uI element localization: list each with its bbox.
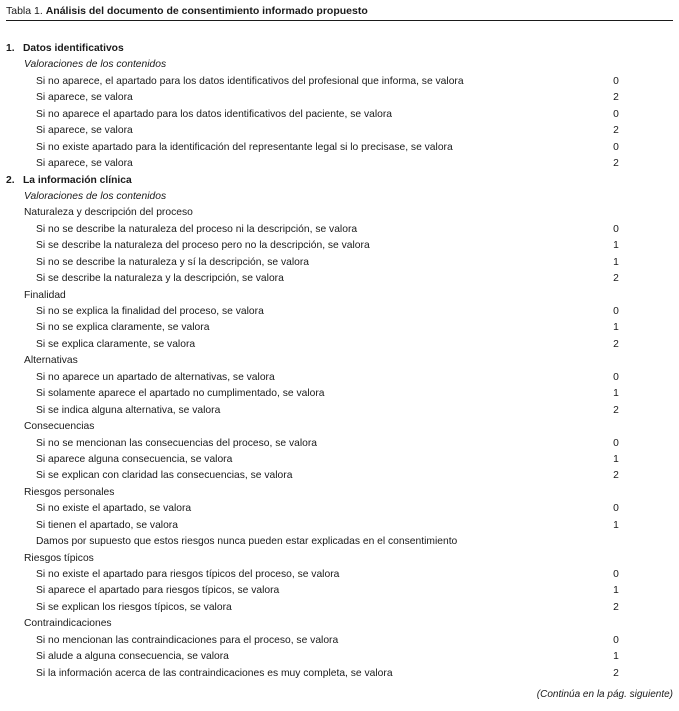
score-value: 1 — [613, 453, 619, 465]
category-row — [0, 551, 679, 567]
table-body — [0, 41, 679, 682]
category-text: Riesgos personales — [24, 486, 115, 498]
subhead-text: Valoraciones de los contenidos — [24, 190, 167, 202]
category-row — [0, 205, 679, 221]
score-value: 0 — [613, 223, 619, 235]
section-row — [0, 173, 679, 189]
section-heading — [6, 41, 124, 57]
table-row — [0, 600, 679, 616]
score-value: 2 — [613, 273, 619, 285]
table-row — [0, 468, 679, 484]
criterion-text: Si se explican con claridad las consecuencias, se valora — [36, 470, 293, 482]
score-value: 0 — [613, 371, 619, 383]
criterion-text: Si no existe apartado para la identificación del representante legal si lo precisase, se valora — [36, 141, 453, 153]
section-heading — [6, 173, 132, 189]
score-value: 1 — [613, 651, 619, 663]
table-row — [0, 452, 679, 468]
score-value: 2 — [613, 667, 619, 679]
criterion-text: Si no existe el apartado, se valora — [36, 503, 192, 515]
table-row — [0, 403, 679, 419]
criterion-text: Si aparece alguna consecuencia, se valora — [36, 453, 233, 465]
score-value: 0 — [613, 503, 619, 515]
category-row — [0, 485, 679, 501]
table-row — [0, 255, 679, 271]
category-text: Contraindicaciones — [24, 618, 112, 630]
criterion-text: Si tienen el apartado, se valora — [36, 519, 178, 531]
table-row — [0, 74, 679, 90]
criterion-text: Si se explican los riesgos típicos, se valora — [36, 601, 232, 613]
criterion-text: Si no se describe la naturaleza y sí la descripción, se valora — [36, 256, 310, 268]
criterion-text: Si solamente aparece el apartado no cumplimentado, se valora — [36, 388, 325, 400]
table-title: Análisis del documento de consentimiento informado propuesto — [45, 5, 368, 17]
table-row — [0, 222, 679, 238]
criterion-text: Si no se describe la naturaleza del proceso ni la descripción, se valora — [36, 223, 358, 235]
table-row — [0, 123, 679, 139]
category-row — [0, 288, 679, 304]
table-row — [0, 337, 679, 353]
score-value: 2 — [613, 158, 619, 170]
category-text: Finalidad — [24, 289, 66, 301]
criterion-text: Si se describe la naturaleza y la descripción, se valora — [36, 273, 284, 285]
criterion-text: Si aparece, se valora — [36, 92, 133, 104]
score-value: 1 — [613, 585, 619, 597]
note-row — [0, 534, 679, 550]
criterion-text: Si no se mencionan las consecuencias del proceso, se valora — [36, 437, 318, 449]
table-row — [0, 271, 679, 287]
category-text: Alternativas — [24, 355, 78, 367]
category-text: Consecuencias — [24, 421, 95, 433]
criterion-text: Si alude a alguna consecuencia, se valora — [36, 651, 229, 663]
table-row — [0, 156, 679, 172]
table-row — [0, 649, 679, 665]
section-number: 2. — [6, 174, 15, 186]
score-value: 2 — [613, 470, 619, 482]
score-value: 1 — [613, 519, 619, 531]
table-row — [0, 90, 679, 106]
criterion-text: Si no se explica claramente, se valora — [36, 322, 210, 334]
score-value: 2 — [613, 92, 619, 104]
subhead-text: Valoraciones de los contenidos — [24, 59, 167, 71]
category-row — [0, 616, 679, 632]
table-row — [0, 633, 679, 649]
criterion-text: Si no aparece, el apartado para los datos identificativos del profesional que informa, se valora — [36, 75, 464, 87]
category-row — [0, 419, 679, 435]
section-row — [0, 41, 679, 57]
table-row — [0, 666, 679, 682]
table-row — [0, 304, 679, 320]
criterion-text: Si aparece el apartado para riesgos típicos, se valora — [36, 585, 280, 597]
criterion-text: Si no existe el apartado para riesgos típicos del proceso, se valora — [36, 569, 340, 580]
table-label: Tabla 1. — [6, 5, 43, 17]
criterion-text: Si no se explica la finalidad del proceso, se valora — [36, 306, 264, 317]
criterion-text: Si la información acerca de las contraindicaciones es muy completa, se valora — [36, 667, 393, 679]
criterion-text: Si no mencionan las contraindicaciones para el proceso, se valora — [36, 634, 339, 646]
table-row — [0, 320, 679, 336]
criterion-text: Si no aparece un apartado de alternativas, se valora — [36, 371, 275, 383]
category-text: Naturaleza y descripción del proceso — [24, 207, 193, 219]
table-row — [0, 370, 679, 386]
table-row — [0, 140, 679, 156]
score-value: 0 — [613, 634, 619, 646]
section-title: Datos identificativos — [23, 43, 124, 54]
table-row — [0, 567, 679, 583]
note-text: Damos por supuesto que estos riesgos nunca pueden estar explicadas en el consentimiento — [36, 536, 458, 548]
table-row — [0, 238, 679, 254]
table-caption — [6, 4, 673, 21]
score-value: 0 — [613, 306, 619, 317]
subhead-row — [0, 189, 679, 205]
score-value: 1 — [613, 240, 619, 252]
category-text: Riesgos típicos — [24, 552, 94, 564]
criterion-text: Si aparece, se valora — [36, 125, 133, 137]
score-value: 0 — [613, 141, 619, 153]
score-value: 2 — [613, 125, 619, 137]
section-title: La información clínica — [23, 174, 132, 186]
table-row — [0, 436, 679, 452]
criterion-text: Si no aparece el apartado para los datos identificativos del paciente, se valora — [36, 108, 393, 120]
score-value: 0 — [613, 108, 619, 120]
score-value: 1 — [613, 256, 619, 268]
criterion-text: Si se explica claramente, se valora — [36, 338, 196, 350]
category-row — [0, 353, 679, 369]
criterion-text: Si se describe la naturaleza del proceso pero no la descripción, se valora — [36, 240, 370, 252]
table-row — [0, 107, 679, 123]
continuation-note: (Continúa en la pág. siguiente) — [536, 689, 673, 700]
score-value: 0 — [613, 437, 619, 449]
score-value: 0 — [613, 75, 619, 87]
score-value: 2 — [613, 601, 619, 613]
score-value: 1 — [613, 388, 619, 400]
score-value: 1 — [613, 322, 619, 334]
table-row — [0, 501, 679, 517]
criterion-text: Si aparece, se valora — [36, 158, 133, 170]
table-row — [0, 518, 679, 534]
table-row — [0, 386, 679, 402]
subhead-row — [0, 57, 679, 73]
table-row — [0, 583, 679, 599]
score-value: 2 — [613, 338, 619, 350]
criterion-text: Si se indica alguna alternativa, se valora — [36, 404, 221, 416]
score-value: 0 — [613, 569, 619, 580]
score-value: 2 — [613, 404, 619, 416]
section-number: 1. — [6, 43, 15, 54]
